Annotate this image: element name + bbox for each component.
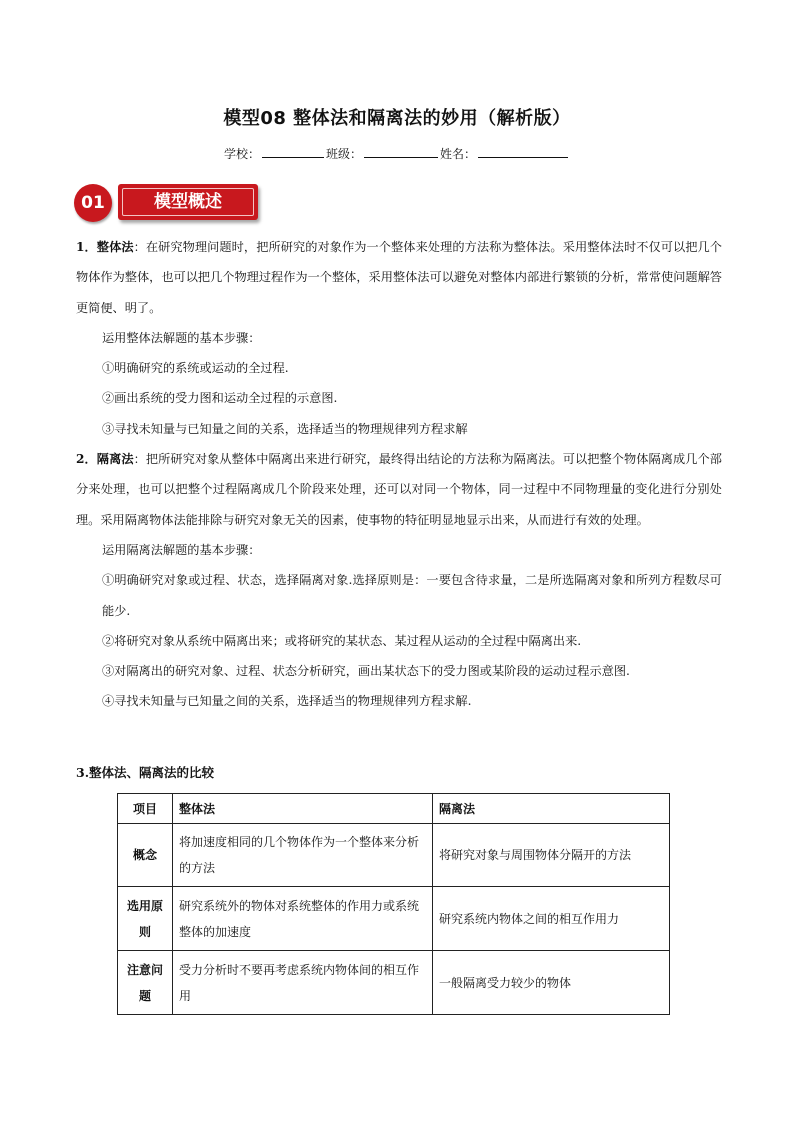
- table-item-cell: 概念: [118, 824, 173, 887]
- table-whole-cell: 将加速度相同的几个物体作为一个整体来分析的方法: [173, 824, 433, 887]
- section-badge: [74, 182, 260, 222]
- section2-step: ③对隔离出的研究对象、过程、状态分析研究，画出某状态下的受力图或某阶段的运动过程示意图.: [102, 664, 630, 679]
- section2-paragraph: [76, 444, 722, 535]
- section2-step: ④寻找未知量与已知量之间的关系，选择适当的物理规律列方程求解.: [102, 694, 472, 709]
- table-isolate-cell: 将研究对象与周围物体分隔开的方法: [433, 824, 670, 887]
- student-info-line: [0, 145, 794, 162]
- table-isolate-cell: 研究系统内物体之间的相互作用力: [433, 887, 670, 951]
- table-item-cell: 选用原则: [118, 887, 173, 951]
- section3-heading: 3.整体法、隔离法的比较: [76, 765, 215, 780]
- section2-text: ：把所研究对象从整体中隔离出来进行研究，最终得出结论的方法称为隔离法。可以把整个物体隔离成几个部分来处理，也可以把整个过程隔离成几个阶段来处理，还可以对同一个物体，同一过程中不同物理量的变化进行分别处理。采用隔离物体法能排除与研究对象无关的因素，使事物的特征明显地显示出来，从而进行有效的处理。: [76, 452, 722, 527]
- badge-label: 模型概述: [122, 188, 254, 216]
- table-item-cell: 注意问题: [118, 951, 173, 1015]
- school-blank[interactable]: [262, 145, 324, 158]
- section2-step: ②将研究对象从系统中隔离出来；或将研究的某状态、某过程从运动的全过程中隔离出来.: [102, 633, 582, 648]
- section1-step: ③寻找未知量与已知量之间的关系，选择适当的物理规律列方程求解: [102, 421, 468, 436]
- section2-steps-title: 运用隔离法解题的基本步骤：: [102, 542, 261, 557]
- table-whole-cell: 研究系统外的物体对系统整体的作用力或系统整体的加速度: [173, 887, 433, 951]
- section1-text: ：在研究物理问题时，把所研究的对象作为一个整体来处理的方法称为整体法。采用整体法时不仅可以把几个物体作为整体，也可以把几个物理过程作为一个整体，采用整体法可以避免对整体内部进行繁锁的分析，常常使问题解答更简便、明了。: [76, 240, 722, 315]
- body-text: [76, 232, 722, 717]
- section1-paragraph: [76, 232, 722, 323]
- badge-ribbon: [118, 184, 258, 220]
- class-blank[interactable]: [364, 145, 438, 158]
- section2-heading: 2．隔离法: [76, 452, 134, 467]
- section1-step: ①明确研究的系统或运动的全过程.: [102, 361, 289, 376]
- section1-step: ②画出系统的受力图和运动全过程的示意图.: [102, 391, 338, 406]
- page-title: 模型08 整体法和隔离法的妙用（解析版）: [223, 108, 571, 129]
- table-isolate-cell: 一般隔离受力较少的物体: [433, 951, 670, 1015]
- badge-number: 01: [74, 184, 112, 222]
- table-row: [118, 887, 670, 951]
- table-header-cell: 隔离法: [433, 794, 670, 824]
- table-row: [118, 951, 670, 1015]
- table-header-cell: 项目: [118, 794, 173, 824]
- section1-heading: 1．整体法: [76, 240, 134, 254]
- table-header-row: [118, 794, 670, 824]
- comparison-table: [117, 793, 670, 1015]
- table-header-cell: 整体法: [173, 794, 433, 824]
- table-whole-cell: 受力分析时不要再考虑系统内物体间的相互作用: [173, 951, 433, 1015]
- section2-step: ①明确研究对象或过程、状态，选择隔离对象.选择原则是：一要包含待求量，二是所选隔离对象和所列方程数尽可能少.: [102, 573, 722, 618]
- table-row: [118, 824, 670, 887]
- class-label: 班级：: [325, 147, 362, 161]
- name-blank[interactable]: [478, 145, 568, 158]
- name-label: 姓名：: [440, 147, 477, 161]
- school-label: 学校：: [223, 147, 260, 161]
- section1-steps-title: 运用整体法解题的基本步骤：: [102, 330, 261, 345]
